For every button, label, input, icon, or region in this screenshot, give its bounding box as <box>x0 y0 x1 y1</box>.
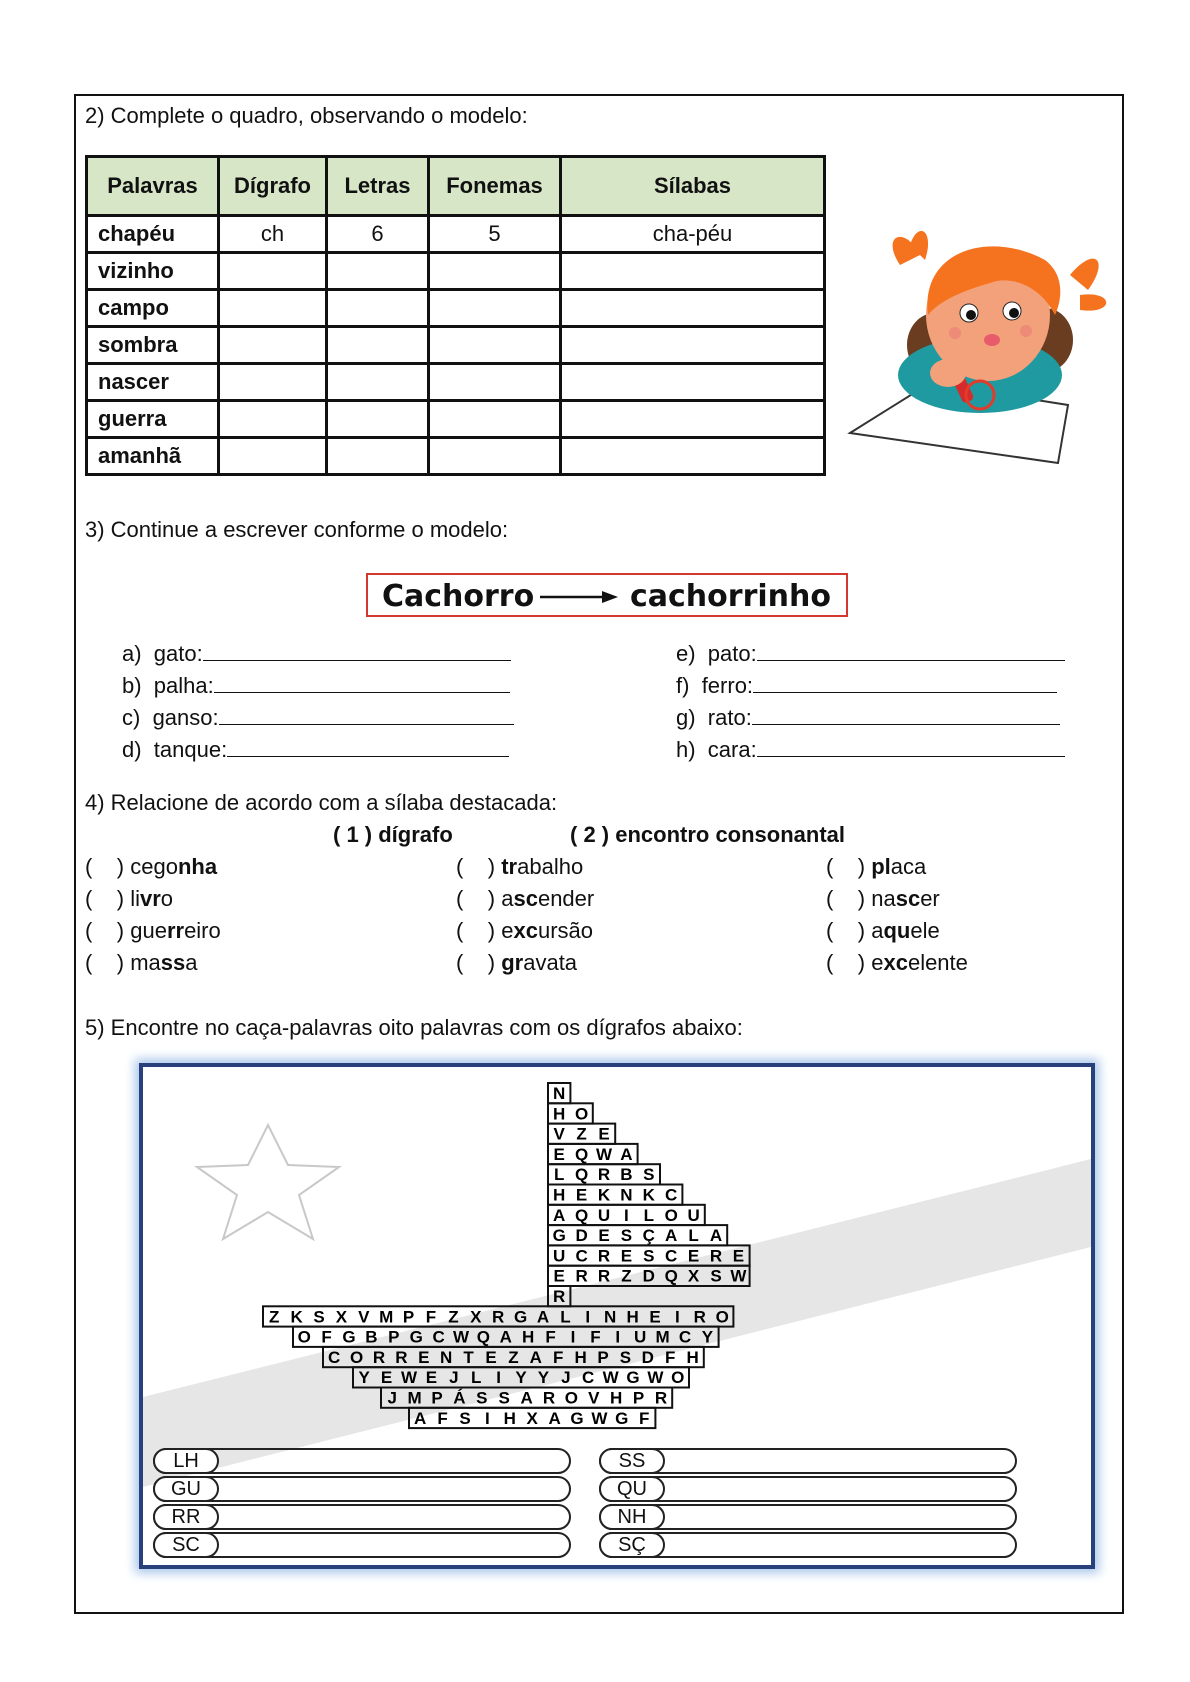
answer-cell[interactable] <box>219 364 327 401</box>
grid-letter[interactable]: P <box>388 1327 400 1347</box>
grid-letter[interactable]: L <box>643 1205 654 1225</box>
grid-letter[interactable]: U <box>687 1205 700 1225</box>
answer-line[interactable] <box>227 736 509 757</box>
grid-letter[interactable]: W <box>602 1368 619 1388</box>
grid-letter[interactable]: R <box>542 1388 556 1408</box>
word-cell: campo <box>87 290 219 327</box>
grid-letter[interactable]: N <box>604 1307 617 1327</box>
grid-letter[interactable]: Z <box>448 1307 459 1327</box>
grid-letter[interactable]: A <box>709 1226 723 1246</box>
grid-letter[interactable]: M <box>379 1307 394 1327</box>
grid-letter[interactable]: G <box>570 1408 584 1428</box>
word-cell: guerra <box>87 401 219 438</box>
grid-row <box>553 1287 565 1306</box>
answer-cell[interactable] <box>327 327 429 364</box>
answer-cell[interactable] <box>219 438 327 475</box>
grid-letter[interactable]: S <box>643 1246 655 1266</box>
answer-cell[interactable] <box>561 253 825 290</box>
answer-cell[interactable] <box>219 253 327 290</box>
answer-cell[interactable] <box>561 327 825 364</box>
grid-letter[interactable]: E <box>425 1368 438 1388</box>
grid-letter[interactable]: R <box>654 1388 668 1408</box>
grid-letter[interactable]: X <box>687 1266 700 1286</box>
grid-letter[interactable]: I <box>570 1327 576 1347</box>
grid-letter[interactable]: L <box>554 1165 565 1185</box>
grid-letter[interactable]: F <box>639 1408 650 1428</box>
grid-row <box>554 1165 654 1184</box>
relate-item[interactable]: ( ) placa <box>826 854 927 879</box>
q4-prompt: 4) Relacione de acordo com a sílaba destacada: <box>85 790 558 815</box>
grid-letter[interactable]: X <box>335 1307 348 1327</box>
col-header: Palavras <box>87 157 219 216</box>
grid-letter[interactable]: H <box>503 1408 516 1428</box>
exercise-item: d) tanque: <box>122 736 509 763</box>
col-header: Fonemas <box>429 157 561 216</box>
grid-letter[interactable]: U <box>553 1246 566 1266</box>
grid-letter[interactable]: E <box>598 1124 610 1144</box>
grid-letter[interactable]: N <box>620 1185 633 1205</box>
answer-cell[interactable] <box>219 327 327 364</box>
grid-letter[interactable]: W <box>595 1144 613 1164</box>
word-cell: vizinho <box>87 253 219 290</box>
girl-drawing-illustration <box>840 205 1140 465</box>
digraph-label: QU <box>599 1476 665 1502</box>
digraph-label: GU <box>153 1476 219 1502</box>
exercise-item: f) ferro: <box>676 672 1057 699</box>
grid-letter[interactable]: U <box>597 1205 611 1225</box>
word-search-panel <box>139 1063 1095 1569</box>
grid-letter[interactable]: E <box>687 1246 700 1266</box>
grid-letter[interactable]: C <box>665 1246 678 1266</box>
grid-letter[interactable]: Y <box>515 1368 527 1388</box>
grid-letter[interactable]: J <box>561 1368 571 1388</box>
digraph-label: NH <box>599 1504 665 1530</box>
grid-letter[interactable]: A <box>520 1388 533 1408</box>
grid-letter[interactable]: S <box>313 1307 325 1327</box>
grid-letter[interactable]: O <box>664 1205 678 1225</box>
answer-cell[interactable] <box>327 290 429 327</box>
word-cell: amanhã <box>87 438 219 475</box>
grid-letter[interactable]: A <box>548 1408 561 1428</box>
grid-letter[interactable]: Q <box>574 1144 589 1164</box>
q3-prompt: 3) Continue a escrever conforme o modelo: <box>85 517 509 542</box>
grid-outline <box>548 1185 682 1205</box>
grid-letter[interactable]: G <box>513 1307 528 1327</box>
grid-letter[interactable]: H <box>574 1347 587 1367</box>
q2-table <box>85 155 826 476</box>
model-box <box>366 573 848 617</box>
grid-row <box>553 1084 565 1103</box>
answer-line[interactable] <box>753 672 1057 693</box>
grid-letter[interactable]: E <box>485 1347 497 1367</box>
grid-letter[interactable]: S <box>476 1388 488 1408</box>
grid-letter[interactable]: C <box>582 1368 595 1388</box>
answer-cell[interactable] <box>327 438 429 475</box>
grid-letter[interactable]: Z <box>576 1124 587 1144</box>
grid-letter[interactable]: C <box>665 1185 678 1205</box>
answer-cell[interactable] <box>561 290 825 327</box>
answer-cell[interactable] <box>429 327 561 364</box>
grid-letter[interactable]: H <box>610 1388 623 1408</box>
grid-letter[interactable]: Y <box>358 1368 370 1388</box>
letters-cell: 6 <box>327 216 429 253</box>
grid-letter[interactable]: Q <box>574 1165 589 1185</box>
grid-letter[interactable]: H <box>686 1347 699 1367</box>
model-to: cachorrinho <box>630 579 831 614</box>
table-row <box>87 327 825 364</box>
grid-letter[interactable]: O <box>297 1327 311 1347</box>
table-row <box>87 401 825 438</box>
grid-letter[interactable]: W <box>591 1408 608 1428</box>
grid-letter[interactable]: W <box>452 1327 470 1347</box>
grid-letter[interactable]: I <box>624 1205 629 1225</box>
answer-cell[interactable] <box>429 401 561 438</box>
digraph-label: RR <box>153 1504 219 1530</box>
grid-letter[interactable]: F <box>553 1347 564 1367</box>
grid-letter[interactable]: D <box>641 1347 654 1367</box>
grid-letter[interactable]: H <box>553 1185 566 1205</box>
grid-letter[interactable]: G <box>409 1327 423 1347</box>
grid-letter[interactable]: R <box>597 1246 611 1266</box>
word-cell: chapéu <box>87 216 219 253</box>
model-from: Cachorro <box>382 579 535 614</box>
exercise-item: a) gato: <box>122 640 511 667</box>
exercise-item: g) rato: <box>676 704 1060 731</box>
relate-item[interactable]: ( ) excursão <box>456 918 593 943</box>
answer-line[interactable] <box>752 704 1060 725</box>
grid-letter[interactable]: Y <box>537 1368 550 1388</box>
grid-letter[interactable]: P <box>632 1388 645 1408</box>
grid-row <box>359 1368 685 1387</box>
answer-cell[interactable] <box>561 438 825 475</box>
grid-letter[interactable]: U <box>634 1327 647 1347</box>
grid-letter[interactable]: W <box>400 1368 418 1388</box>
digraph-label: LH <box>153 1448 219 1474</box>
grid-letter[interactable]: I <box>485 1408 490 1428</box>
grid-letter[interactable]: O <box>574 1104 589 1124</box>
grid-row <box>269 1307 729 1326</box>
grid-row <box>554 1267 748 1286</box>
grid-letter[interactable]: E <box>598 1226 610 1246</box>
grid-letter[interactable]: I <box>496 1368 501 1388</box>
relate-item[interactable]: ( ) guerreiro <box>85 918 221 943</box>
grid-letter[interactable]: F <box>590 1327 601 1347</box>
grid-letter[interactable]: S <box>620 1226 633 1246</box>
grid-letter[interactable]: E <box>553 1266 565 1286</box>
grid-row <box>553 1246 744 1265</box>
grid-letter[interactable]: D <box>575 1226 588 1246</box>
grid-letter[interactable]: C <box>575 1246 588 1266</box>
answer-cell[interactable] <box>219 401 327 438</box>
digraph-label: SÇ <box>599 1532 665 1558</box>
grid-letter[interactable]: G <box>342 1327 356 1347</box>
answer-cell[interactable] <box>327 364 429 401</box>
grid-letter[interactable]: R <box>693 1307 706 1327</box>
grid-letter[interactable]: Z <box>269 1307 280 1327</box>
grid-letter[interactable]: S <box>498 1388 510 1408</box>
exercise-item: e) pato: <box>676 640 1065 667</box>
grid-letter[interactable]: O <box>349 1347 364 1367</box>
grid-letter[interactable]: R <box>597 1266 611 1286</box>
grid-letter[interactable]: R <box>372 1347 386 1367</box>
grid-letter[interactable]: L <box>688 1226 699 1246</box>
phonemes-cell: 5 <box>429 216 561 253</box>
grid-letter[interactable]: A <box>414 1408 427 1428</box>
relate-item[interactable]: ( ) ascender <box>456 886 595 911</box>
grid-letter[interactable]: A <box>536 1307 550 1327</box>
arrow-right-icon <box>540 589 618 605</box>
table-row <box>87 364 825 401</box>
answer-cell[interactable] <box>219 290 327 327</box>
grid-letter[interactable]: V <box>358 1307 370 1327</box>
relate-item[interactable]: ( ) massa <box>85 950 198 975</box>
option-cluster: ( 2 ) encontro consonantal <box>570 822 846 847</box>
table-row <box>87 216 825 253</box>
grid-letter[interactable]: E <box>553 1144 565 1164</box>
grid-letter[interactable]: A <box>553 1205 566 1225</box>
digraph-cell: ch <box>219 216 327 253</box>
grid-letter[interactable]: T <box>463 1347 474 1367</box>
relate-item[interactable]: ( ) gravata <box>456 950 578 975</box>
grid-letter[interactable]: A <box>499 1327 512 1347</box>
grid-letter[interactable]: X <box>526 1408 538 1428</box>
word-cell: nascer <box>87 364 219 401</box>
grid-letter[interactable]: F <box>321 1327 332 1347</box>
answer-cell[interactable] <box>327 253 429 290</box>
grid-letter[interactable]: V <box>588 1388 600 1408</box>
answer-cell[interactable] <box>429 290 561 327</box>
grid-letter[interactable]: W <box>730 1266 747 1286</box>
grid-letter[interactable]: H <box>522 1327 535 1347</box>
grid-letter[interactable]: J <box>449 1368 459 1388</box>
grid-letter[interactable]: C <box>328 1347 341 1367</box>
digraph-label: SC <box>153 1532 219 1558</box>
q2-prompt: 2) Complete o quadro, observando o modelo: <box>85 103 528 128</box>
grid-letter[interactable]: F <box>425 1307 437 1327</box>
table-row <box>87 253 825 290</box>
answer-cell[interactable] <box>429 364 561 401</box>
grid-letter[interactable]: E <box>575 1185 588 1205</box>
grid-row <box>414 1409 649 1428</box>
table-row <box>87 438 825 475</box>
grid-row <box>554 1125 610 1144</box>
grid-letter[interactable]: N <box>553 1084 566 1103</box>
grid-letter[interactable]: D <box>642 1266 655 1286</box>
grid-letter[interactable]: Q <box>664 1266 678 1286</box>
col-header: Dígrafo <box>219 157 327 216</box>
grid-letter[interactable]: G <box>552 1226 566 1246</box>
grid-letter[interactable]: C <box>678 1327 692 1347</box>
answer-line[interactable] <box>203 640 511 661</box>
grid-letter[interactable]: A <box>665 1226 678 1246</box>
grid-letter[interactable]: F <box>545 1327 556 1347</box>
grid-row <box>387 1389 667 1408</box>
grid-letter[interactable]: E <box>620 1246 633 1266</box>
table-row <box>87 290 825 327</box>
grid-letter[interactable]: K <box>642 1185 655 1205</box>
grid-letter[interactable]: E <box>380 1368 393 1388</box>
grid-letter[interactable]: I <box>675 1307 680 1327</box>
grid-letter[interactable]: G <box>615 1408 629 1428</box>
grid-letter[interactable]: Á <box>453 1388 466 1408</box>
grid-letter[interactable]: Q <box>476 1327 491 1347</box>
grid-letter[interactable]: R <box>709 1246 723 1266</box>
grid-letter[interactable]: I <box>615 1327 621 1347</box>
grid-letter[interactable]: J <box>387 1388 397 1408</box>
grid-letter[interactable]: R <box>553 1287 566 1306</box>
grid-letter[interactable]: O <box>671 1368 685 1388</box>
grid-letter[interactable]: P <box>597 1347 609 1367</box>
grid-letter[interactable]: H <box>553 1104 566 1124</box>
grid-letter[interactable]: S <box>643 1165 655 1185</box>
grid-letter[interactable]: B <box>620 1165 633 1185</box>
grid-letter[interactable]: A <box>620 1144 633 1164</box>
exercise-item: h) cara: <box>676 736 1065 763</box>
grid-letter[interactable]: Y <box>701 1327 714 1347</box>
relate-item[interactable]: ( ) livro <box>85 886 174 911</box>
grid-letter[interactable]: S <box>619 1347 632 1367</box>
exercise-item: b) palha: <box>122 672 510 699</box>
grid-letter[interactable]: L <box>471 1368 482 1388</box>
relate-item[interactable]: ( ) nascer <box>826 886 940 911</box>
exercise-item: c) ganso: <box>122 704 514 731</box>
grid-letter[interactable]: O <box>715 1307 729 1327</box>
answer-line[interactable] <box>757 640 1065 661</box>
grid-letter[interactable]: M <box>655 1327 670 1347</box>
grid-letter[interactable]: R <box>492 1307 505 1327</box>
grid-letter[interactable]: R <box>597 1165 611 1185</box>
grid-letter[interactable]: K <box>597 1185 611 1205</box>
grid-letter[interactable]: R <box>395 1347 408 1367</box>
grid-letter[interactable]: Z <box>508 1347 519 1367</box>
grid-letter[interactable]: S <box>459 1408 471 1428</box>
grid-letter[interactable]: M <box>407 1388 422 1408</box>
grid-letter[interactable]: H <box>626 1307 639 1327</box>
grid-letter[interactable]: O <box>564 1388 579 1408</box>
grid-row <box>553 1104 588 1123</box>
grid-letter[interactable]: C <box>432 1327 445 1347</box>
grid-letter[interactable]: S <box>710 1266 722 1286</box>
grid-letter[interactable]: F <box>437 1408 448 1428</box>
relate-item[interactable]: ( ) cegonha <box>85 854 218 879</box>
col-header: Letras <box>327 157 429 216</box>
option-digraph: ( 1 ) dígrafo <box>333 822 453 847</box>
grid-letter[interactable]: W <box>647 1368 664 1388</box>
answer-line[interactable] <box>214 672 510 693</box>
answer-line[interactable] <box>757 736 1065 757</box>
grid-letter[interactable]: F <box>665 1347 676 1367</box>
relate-item[interactable]: ( ) excelente <box>826 950 968 975</box>
col-header: Sílabas <box>561 157 825 216</box>
grid-row <box>554 1145 633 1164</box>
grid-letter[interactable]: P <box>431 1388 443 1408</box>
grid-letter[interactable]: E <box>649 1307 661 1327</box>
grid-row <box>553 1186 677 1205</box>
grid-letter[interactable]: Ç <box>642 1226 655 1246</box>
grid-letter[interactable]: A <box>529 1347 542 1367</box>
grid-letter[interactable]: G <box>626 1368 640 1388</box>
grid-letter[interactable]: E <box>732 1246 745 1266</box>
syllables-cell: cha-péu <box>561 216 825 253</box>
grid-letter[interactable]: Q <box>574 1205 589 1225</box>
grid-letter[interactable]: P <box>402 1307 415 1327</box>
q5-prompt: 5) Encontre no caça-palavras oito palavras com os dígrafos abaixo: <box>85 1015 743 1040</box>
answer-cell[interactable] <box>561 364 825 401</box>
grid-row <box>298 1328 714 1347</box>
grid-letter[interactable]: K <box>290 1307 303 1327</box>
digraph-label: SS <box>599 1448 665 1474</box>
answer-cell[interactable] <box>429 438 561 475</box>
grid-letter[interactable]: X <box>470 1307 482 1327</box>
grid-row <box>328 1348 699 1367</box>
grid-letter[interactable]: E <box>418 1347 430 1367</box>
grid-letter[interactable]: N <box>440 1347 453 1367</box>
grid-letter[interactable]: L <box>560 1307 571 1327</box>
grid-letter[interactable]: V <box>553 1124 565 1144</box>
grid-letter[interactable]: Z <box>621 1266 632 1286</box>
relate-item[interactable]: ( ) aquele <box>826 918 940 943</box>
answer-cell[interactable] <box>327 401 429 438</box>
word-cell: sombra <box>87 327 219 364</box>
grid-letter[interactable]: R <box>575 1266 588 1286</box>
answer-cell[interactable] <box>429 253 561 290</box>
grid-row <box>553 1226 723 1245</box>
grid-letter[interactable]: B <box>365 1327 378 1347</box>
grid-letter[interactable]: I <box>585 1307 591 1327</box>
relate-item[interactable]: ( ) trabalho <box>456 854 584 879</box>
grid-row <box>553 1206 700 1225</box>
answer-cell[interactable] <box>561 401 825 438</box>
answer-line[interactable] <box>219 704 514 725</box>
